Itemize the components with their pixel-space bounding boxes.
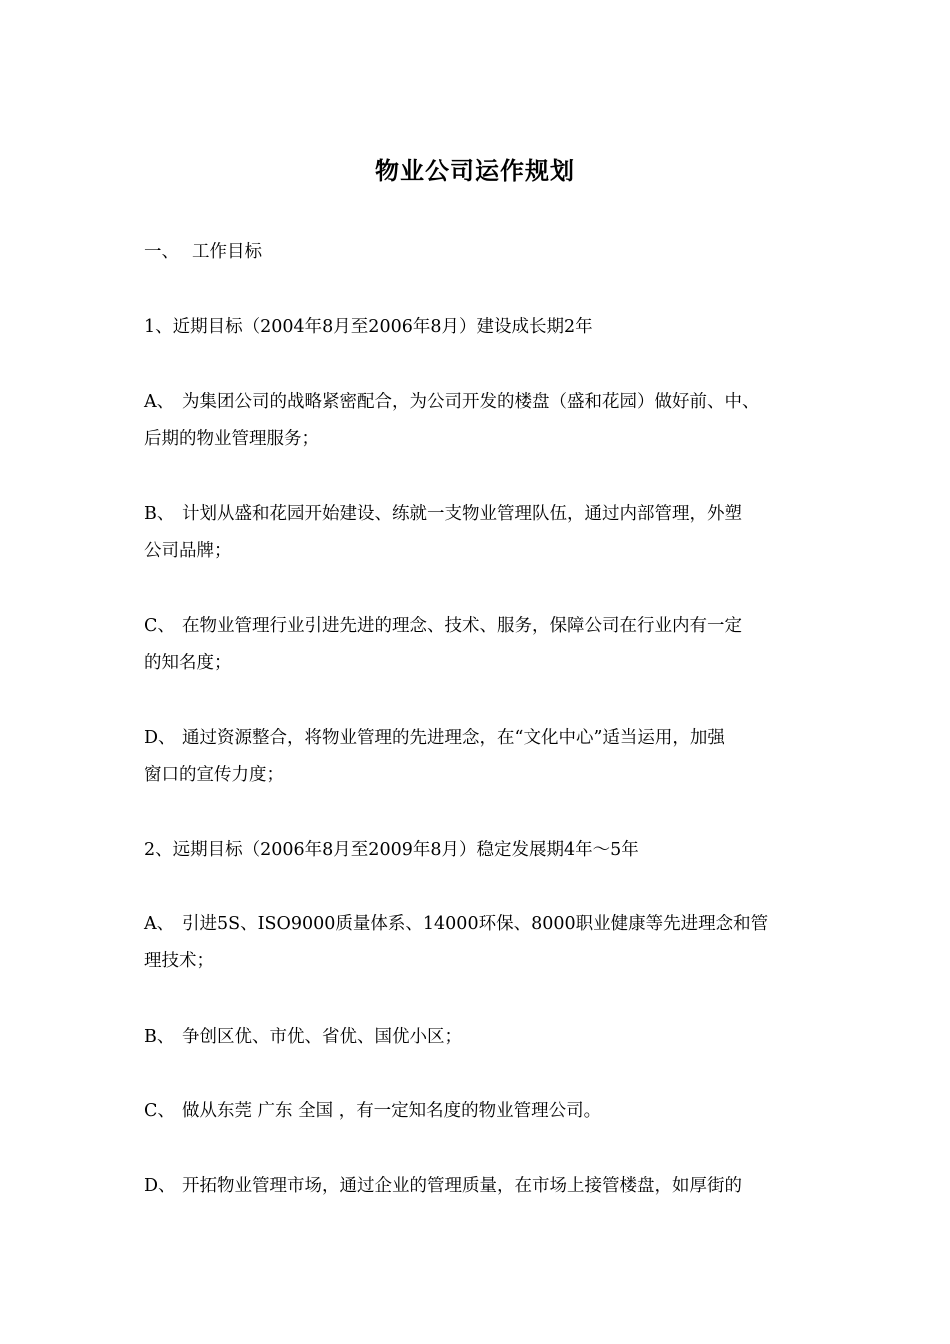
list-marker: C、 [144,1101,175,1121]
item-heading-near-term: 1、近期目标（2004年8月至2006年8月）建设成长期2年 [144,317,593,337]
list-item-text: 为集团公司的战略紧密配合，为公司开发的楼盘（盛和花园）做好前、中、 [182,392,760,412]
list-item [144,1093,804,1130]
list-item-line [144,720,804,757]
list-item [144,496,804,570]
list-item-line [144,496,804,533]
list-marker: B、 [144,504,175,524]
list-item-text: 计划从盛和花园开始建设、练就一支物业管理队伍，通过内部管理，外塑 [182,504,742,524]
list-item [144,906,804,980]
list-item-continuation: 理技术； [144,951,214,971]
list-item [144,1168,804,1205]
section-marker: 一、 [144,242,179,262]
document-title: 物业公司运作规划 [375,157,575,185]
list-item-continuation: 的知名度； [144,653,232,673]
list-item-continuation: 后期的物业管理服务； [144,429,319,449]
list-marker: D、 [144,1176,176,1196]
list-marker: B、 [144,1027,175,1047]
list-marker: A、 [144,914,175,934]
section-heading [144,234,804,271]
list-marker: D、 [144,728,176,748]
list-item-line [144,608,804,645]
list-item [144,1019,804,1056]
list-marker: A、 [144,392,175,412]
list-item-line [144,1093,804,1130]
list-item-text: 开拓物业管理市场，通过企业的管理质量，在市场上接管楼盘，如厚街的 [182,1176,742,1196]
section-heading-text: 工作目标 [192,242,262,262]
list-item-text: 做从东莞 广东 全国 ，有一定知名度的物业管理公司。 [182,1101,602,1121]
list-item-text: 在物业管理行业引进先进的理念、技术、服务，保障公司在行业内有一定 [182,616,742,636]
list-item-text: 引进5S、ISO9000质量体系、14000环保、8000职业健康等先进理念和管 [182,914,769,934]
list-item-continuation: 公司品牌； [144,541,232,561]
list-marker: C、 [144,616,175,636]
list-item [144,384,804,458]
list-item [144,720,804,794]
list-item-continuation: 窗口的宣传力度； [144,765,284,785]
list-item-line [144,384,804,421]
list-item-text: 争创区优、市优、省优、国优小区； [182,1027,462,1047]
list-item-line [144,906,804,943]
list-item-text: 通过资源整合，将物业管理的先进理念，在“文化中心”适当运用，加强 [182,728,725,748]
item-heading-long-term: 2、远期目标（2006年8月至2009年8月）稳定发展期4年～5年 [144,840,639,860]
list-item-line [144,1168,804,1205]
list-item [144,608,804,682]
list-item-line [144,1019,804,1056]
